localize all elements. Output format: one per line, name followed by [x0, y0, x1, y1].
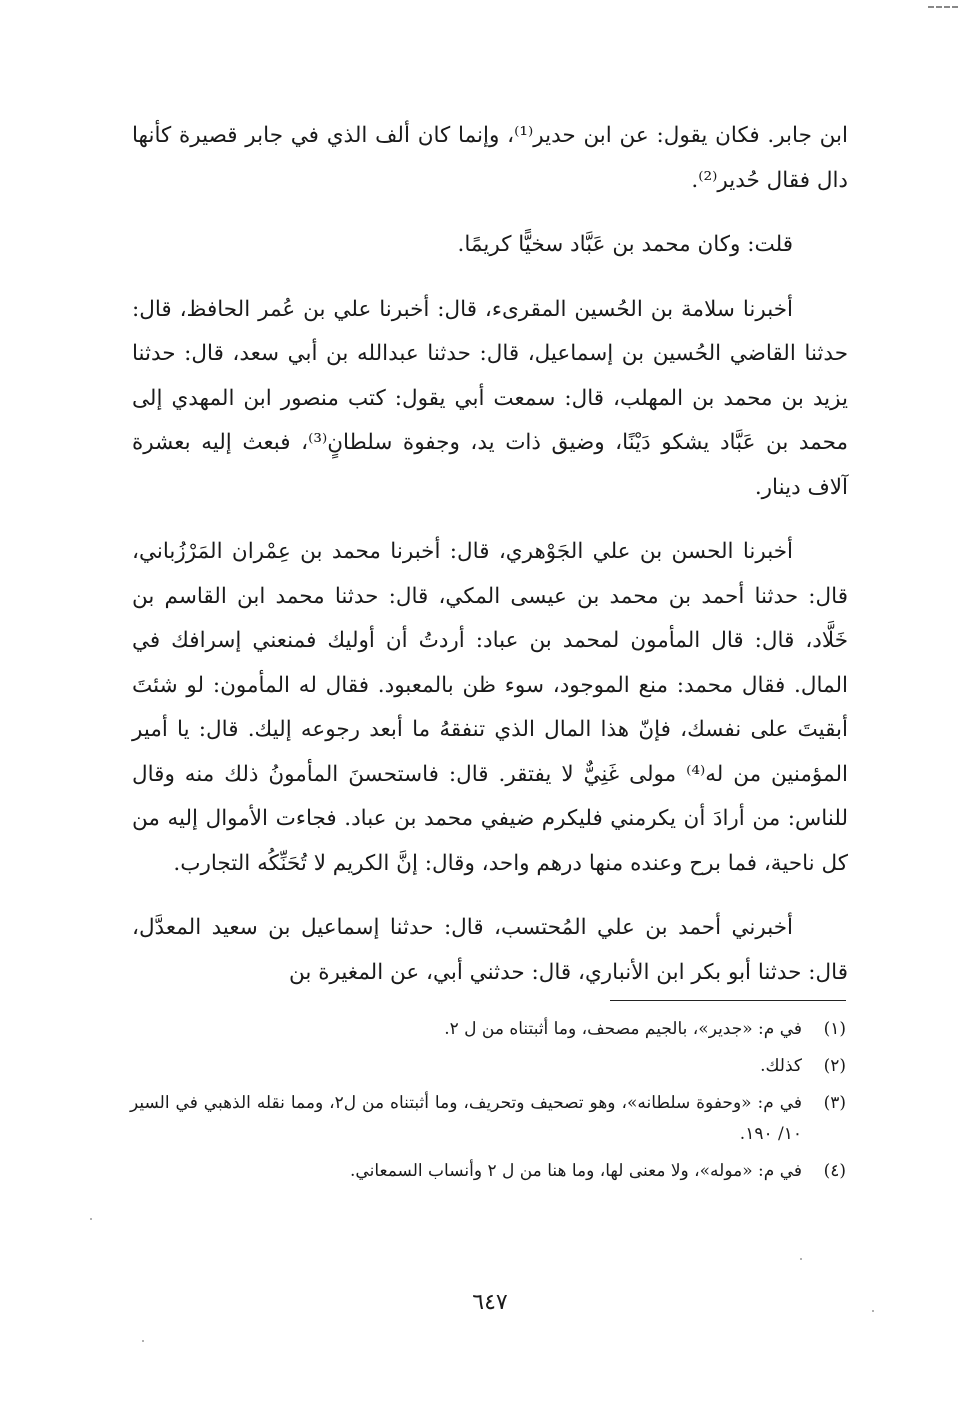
footnote-text: كذلك. — [760, 1056, 802, 1076]
main-text-block — [132, 114, 848, 1015]
paragraph: ابن جابر. فكان يقول: عن ابن حدير⁽¹⁾، وإنما كان ألف الذي في جابر قصيرة كأنها دال فقال حُدير⁽²⁾. — [132, 123, 848, 193]
footnote-number: (١) — [823, 1019, 846, 1039]
footnote-number: (٤) — [823, 1161, 846, 1181]
footnote — [130, 1051, 846, 1082]
scan-corner-mark — [928, 6, 958, 8]
scan-speck — [872, 1310, 874, 1312]
footnote-divider — [610, 1000, 846, 1001]
paragraph: أخبرنا سلامة بن الحُسين المقرىء، قال: أخبرنا علي بن عُمر الحافظ، قال: حدثنا القاضي الحُسين بن إسماعيل، قال: حدثنا عبدالله بن أبي سعد، قال: حدثنا يزيد بن محمد بن المهلب، قال: سمعت أبي يقول: كتب منصور ابن المهدي إلى محمد بن عَبَّاد يشكو دَيْنًا، وضيق ذات يد، وجفوة سلطانٍ⁽³⁾، فبعث إليه بعشرة آلاف دينار. — [132, 296, 848, 500]
footnote — [130, 1014, 846, 1045]
footnote-text: في م: «جدير»، بالجيم مصحف، وما أثبتناه من ل ٢. — [444, 1019, 802, 1039]
scan-speck — [142, 1340, 144, 1342]
footnotes-block — [130, 1014, 846, 1193]
footnote — [130, 1156, 846, 1187]
page-number: ٦٤٧ — [472, 1290, 508, 1315]
paragraph: قلت: وكان محمد بن عَبَّاد سخيًّا كريمًا. — [457, 232, 793, 257]
scan-speck — [90, 1218, 92, 1220]
footnote-number: (٣) — [823, 1093, 846, 1113]
paragraph: أخبرني أحمد بن علي المُحتسب، قال: حدثنا إسماعيل بن سعيد المعدَّل، قال: حدثنا أبو بكر ابن الأنباري، قال: حدثني أبي، عن المغيرة بن — [132, 915, 848, 985]
footnote — [130, 1088, 846, 1150]
footnote-text: في م: «وحفوة سلطانه»، وهو تصحيف وتحريف، وما أثبتناه من ل٢، ومما نقله الذهبي في السير ١٠/ ١٩٠. — [130, 1093, 802, 1144]
scan-speck — [800, 1258, 802, 1260]
footnote-number: (٢) — [823, 1056, 846, 1076]
footnote-text: في م: «موله»، ولا معنى لها، وما هنا من ل ٢ وأنساب السمعاني. — [350, 1161, 802, 1181]
paragraph: أخبرنا الحسن بن علي الجَوْهري، قال: أخبرنا محمد بن عِمْران المَرْزُباني، قال: حدثنا أحمد بن محمد بن عيسى المكي، قال: حدثنا محمد ابن القاسم بن خَلَّاد، قال: قال المأمون لمحمد بن عباد: أردتُ أن أوليك فمنعني إسرافك في المال. فقال محمد: منع الموجود، سوء ظن بالمعبود. فقال له المأمون: لو شئتَ أبقيتَ على نفسك، فإنّ هذا المال الذي تنفقهُ ما أبعد رجوعه إليك. قال: يا أمير المؤمنين من له⁽⁴⁾ مولى غَنِيٌّ لا يفتقر. قال: فاستحسنَ المأمونُ ذلك منه وقال للناس: من أرادَ أن يكرمني فليكرم ضيفي محمد بن عباد. فجاءت الأموال إليه من كل ناحية، فما برح وعنده منها درهم واحد، وقال: إنَّ الكريم لا تُحَنِّكُه التجارب. — [132, 539, 848, 876]
